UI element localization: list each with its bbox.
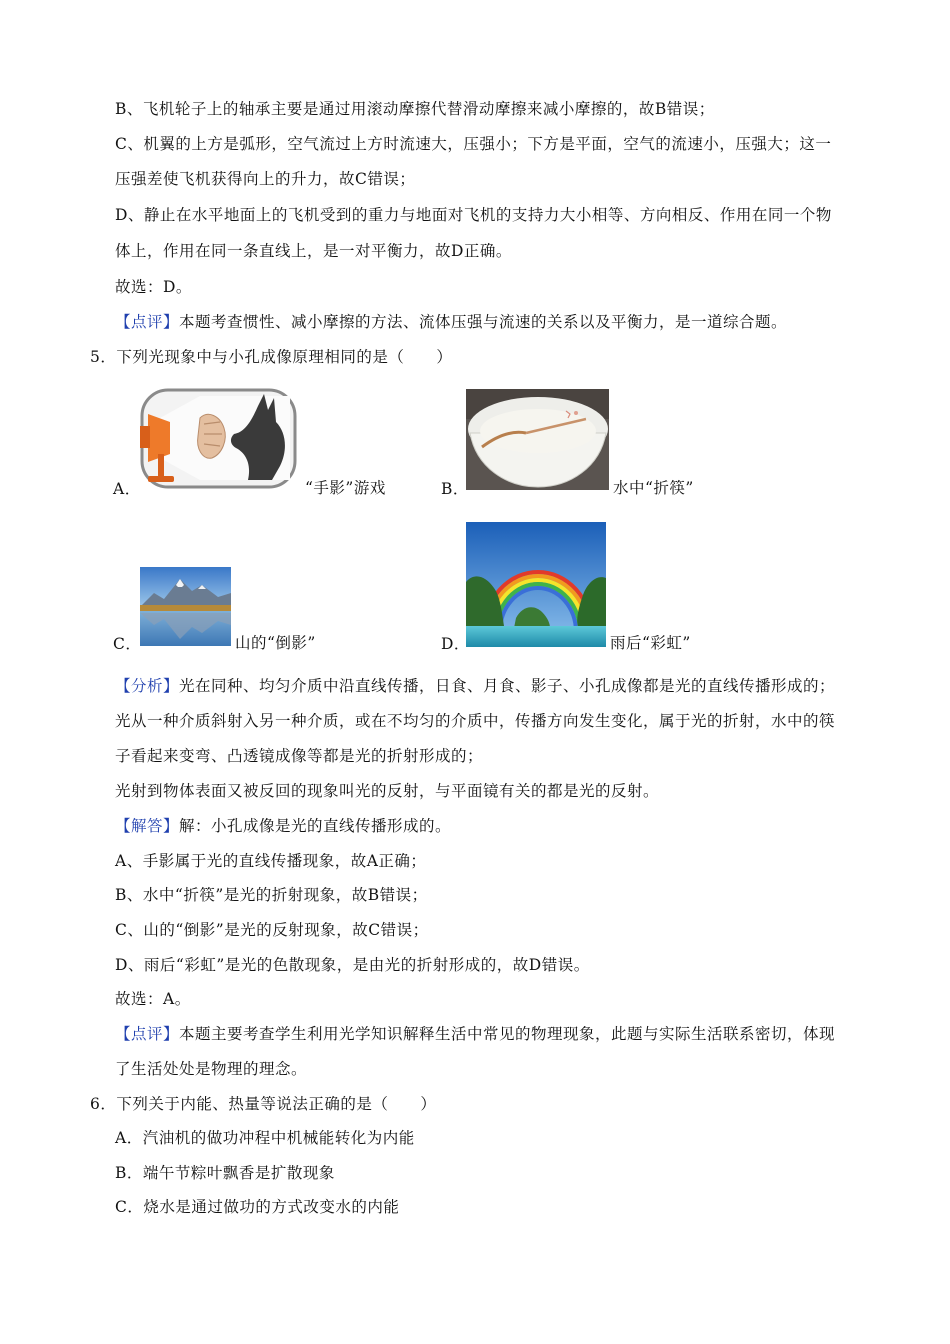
solution-text: 解：小孔成像是光的直线传播形成的。 <box>179 817 452 835</box>
option-a-letter: A． <box>113 480 141 498</box>
q4-option-d-explanation-line1: D、静止在水平地面上的飞机受到的重力与地面对飞机的支持力大小相等、方向相反、作用在同一个物 <box>115 206 832 224</box>
q5-analysis-line2: 光从一种介质斜射入另一种介质，或在不均匀的介质中，传播方向发生变化，属于光的折射，水中的筷 <box>115 712 836 730</box>
q5-analysis-line1 <box>115 676 835 696</box>
comment-tag: 【点评】 <box>115 1025 180 1043</box>
comment-tag: 【点评】 <box>115 313 180 331</box>
option-b-letter: B． <box>441 480 469 498</box>
q5-solution-b: B、水中“折筷”是光的折射现象，故B错误； <box>115 886 428 904</box>
q6-option-b: B．端午节粽叶飘香是扩散现象 <box>115 1164 335 1182</box>
q5-answer: 故选：A。 <box>115 990 191 1008</box>
q5-solution <box>115 816 451 836</box>
q4-option-b-explanation: B、飞机轮子上的轴承主要是通过用滚动摩擦代替滑动摩擦来减小摩擦的，故B错误； <box>115 100 715 118</box>
option-c-text: 山的“倒影” <box>235 634 316 652</box>
q5-analysis-line3: 子看起来变弯、凸透镜成像等都是光的折射形成的； <box>115 747 484 765</box>
q4-comment <box>115 312 787 332</box>
option-d-letter: D． <box>441 635 470 653</box>
q4-answer: 故选：D。 <box>115 278 192 296</box>
q4-option-c-explanation-line1: C、机翼的上方是弧形，空气流过上方时流速大，压强小；下方是平面，空气的流速小，压强大；这一 <box>115 135 832 153</box>
q5-comment-line1 <box>115 1024 835 1044</box>
comment-text: 本题主要考查学生利用光学知识解释生活中常见的物理现象，此题与实际生活联系密切，体现 <box>179 1025 836 1043</box>
q4-option-d-explanation-line2: 体上，作用在同一条直线上，是一对平衡力，故D正确。 <box>115 242 512 260</box>
solution-tag: 【解答】 <box>115 817 180 835</box>
comment-text: 本题考查惯性、减小摩擦的方法、流体压强与流速的关系以及平衡力，是一道综合题。 <box>179 313 788 331</box>
option-c-letter: C． <box>113 635 142 653</box>
q5-solution-a: A、手影属于光的直线传播现象，故A正确； <box>115 852 427 870</box>
option-d-text: 雨后“彩虹” <box>610 634 691 652</box>
q5-analysis-line4: 光射到物体表面又被反回的现象叫光的反射，与平面镜有关的都是光的反射。 <box>115 782 660 800</box>
q4-option-c-explanation-line2: 压强差使飞机获得向上的升力，故C错误； <box>115 170 416 188</box>
q5-comment-line2: 了生活处处是物理的理念。 <box>115 1060 308 1078</box>
q5-solution-c: C、山的“倒影”是光的反射现象，故C错误； <box>115 921 429 939</box>
mountain-reflection-image <box>140 567 231 646</box>
option-a-text: “手影”游戏 <box>305 479 386 497</box>
q6-option-a: A．汽油机的做功冲程中机械能转化为内能 <box>115 1129 415 1147</box>
bent-chopstick-image <box>466 389 609 490</box>
hand-shadow-image <box>140 388 297 489</box>
option-b-text: 水中“折筷” <box>613 479 694 497</box>
analysis-text: 光在同种、均匀介质中沿直线传播，日食、月食、影子、小孔成像都是光的直线传播形成的； <box>179 677 836 695</box>
rainbow-image <box>466 522 606 647</box>
q5-stem: 5．下列光现象中与小孔成像原理相同的是（ ） <box>90 348 453 366</box>
q6-stem: 6．下列关于内能、热量等说法正确的是（ ） <box>90 1095 437 1113</box>
analysis-tag: 【分析】 <box>115 677 180 695</box>
q5-solution-d: D、雨后“彩虹”是光的色散现象，是由光的折射形成的，故D错误。 <box>115 956 590 974</box>
q6-option-c: C．烧水是通过做功的方式改变水的内能 <box>115 1198 400 1216</box>
